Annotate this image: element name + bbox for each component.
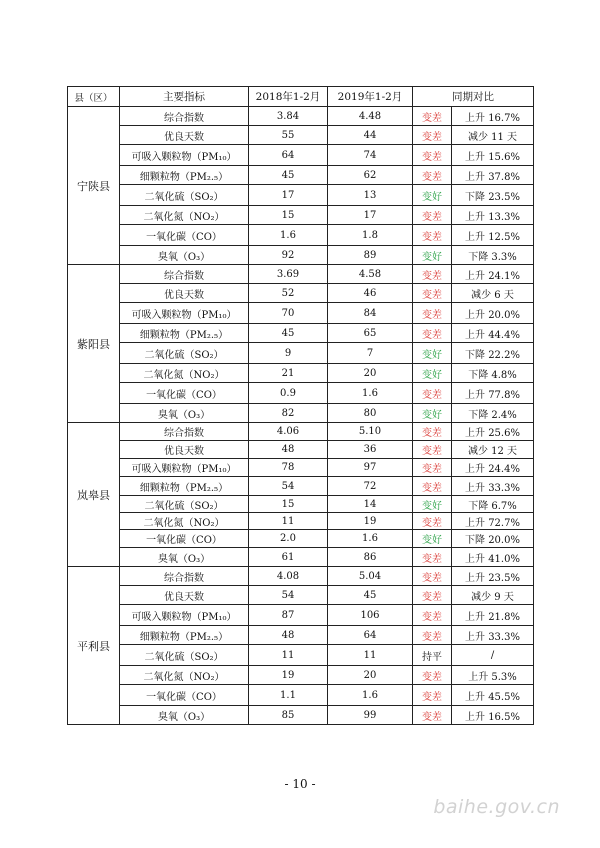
change-cell: 下降 4.8% xyxy=(452,364,534,383)
trend-cell: 变差 xyxy=(413,441,452,459)
value-2019-cell: 89 xyxy=(328,246,413,265)
table-body xyxy=(68,107,534,725)
value-2018-cell: 54 xyxy=(249,586,328,605)
change-cell: 下降 3.3% xyxy=(452,246,534,265)
table-row xyxy=(68,303,534,324)
value-2018-cell: 92 xyxy=(249,246,328,265)
indicator-cell: 可吸入颗粒物（PM₁₀） xyxy=(120,459,249,477)
county-cell: 宁陕县 xyxy=(68,107,120,265)
change-cell: 减少 9 天 xyxy=(452,586,534,605)
trend-cell: 变差 xyxy=(413,284,452,303)
table-row xyxy=(68,530,534,548)
change-cell: 下降 20.0% xyxy=(452,530,534,548)
trend-cell: 持平 xyxy=(413,645,452,666)
indicator-cell: 细颗粒物（PM₂.₅） xyxy=(120,324,249,343)
trend-cell: 变差 xyxy=(413,666,452,685)
trend-cell: 变好 xyxy=(413,246,452,265)
table-row xyxy=(68,404,534,423)
indicator-cell: 一氧化碳（CO） xyxy=(120,383,249,404)
table-row xyxy=(68,145,534,166)
change-cell: 下降 2.4% xyxy=(452,404,534,423)
indicator-cell: 二氧化氮（NO₂） xyxy=(120,364,249,383)
indicator-cell: 一氧化碳（CO） xyxy=(120,225,249,246)
value-2019-cell: 65 xyxy=(328,324,413,343)
table-row xyxy=(68,364,534,383)
indicator-cell: 综合指数 xyxy=(120,567,249,586)
value-2019-cell: 19 xyxy=(328,513,413,530)
indicator-cell: 优良天数 xyxy=(120,441,249,459)
value-2019-cell: 7 xyxy=(328,343,413,364)
table-row xyxy=(68,666,534,685)
indicator-cell: 可吸入颗粒物（PM₁₀） xyxy=(120,145,249,166)
value-2019-cell: 1.6 xyxy=(328,685,413,706)
table-row xyxy=(68,513,534,530)
value-2018-cell: 45 xyxy=(249,324,328,343)
value-2019-cell: 84 xyxy=(328,303,413,324)
change-cell: 上升 24.1% xyxy=(452,265,534,284)
value-2019-cell: 5.04 xyxy=(328,567,413,586)
trend-cell: 变好 xyxy=(413,404,452,423)
trend-cell: 变差 xyxy=(413,383,452,404)
indicator-cell: 二氧化氮（NO₂） xyxy=(120,666,249,685)
value-2018-cell: 15 xyxy=(249,206,328,225)
value-2018-cell: 61 xyxy=(249,548,328,567)
trend-cell: 变好 xyxy=(413,364,452,383)
table-header-row xyxy=(68,87,534,107)
indicator-cell: 二氧化硫（SO₂） xyxy=(120,496,249,513)
header-indicator: 主要指标 xyxy=(120,87,249,107)
indicator-cell: 细颗粒物（PM₂.₅） xyxy=(120,626,249,645)
table-row xyxy=(68,477,534,496)
change-cell: 上升 23.5% xyxy=(452,567,534,586)
trend-cell: 变差 xyxy=(413,206,452,225)
change-cell: 上升 13.3% xyxy=(452,206,534,225)
value-2018-cell: 45 xyxy=(249,166,328,185)
value-2018-cell: 2.0 xyxy=(249,530,328,548)
value-2018-cell: 55 xyxy=(249,126,328,145)
value-2018-cell: 85 xyxy=(249,706,328,725)
value-2019-cell: 20 xyxy=(328,666,413,685)
indicator-cell: 可吸入颗粒物（PM₁₀） xyxy=(120,303,249,324)
value-2018-cell: 78 xyxy=(249,459,328,477)
trend-cell: 变差 xyxy=(413,225,452,246)
value-2018-cell: 11 xyxy=(249,513,328,530)
table-row xyxy=(68,548,534,567)
header-county: 县（区） xyxy=(68,87,120,107)
trend-cell: 变差 xyxy=(413,513,452,530)
indicator-cell: 优良天数 xyxy=(120,586,249,605)
indicator-cell: 臭氧（O₃） xyxy=(120,246,249,265)
value-2019-cell: 4.48 xyxy=(328,107,413,126)
value-2019-cell: 45 xyxy=(328,586,413,605)
county-cell: 平利县 xyxy=(68,567,120,725)
page-number: - 10 - xyxy=(284,777,316,791)
indicator-cell: 一氧化碳（CO） xyxy=(120,685,249,706)
value-2019-cell: 36 xyxy=(328,441,413,459)
change-cell: 上升 5.3% xyxy=(452,666,534,685)
trend-cell: 变差 xyxy=(413,265,452,284)
value-2018-cell: 3.69 xyxy=(249,265,328,284)
table-row xyxy=(68,225,534,246)
indicator-cell: 可吸入颗粒物（PM₁₀） xyxy=(120,605,249,626)
table-row xyxy=(68,567,534,586)
value-2019-cell: 14 xyxy=(328,496,413,513)
change-cell: 减少 6 天 xyxy=(452,284,534,303)
change-cell: 上升 24.4% xyxy=(452,459,534,477)
change-cell: 上升 41.0% xyxy=(452,548,534,567)
value-2019-cell: 1.6 xyxy=(328,383,413,404)
value-2019-cell: 46 xyxy=(328,284,413,303)
change-cell: 下降 23.5% xyxy=(452,185,534,206)
value-2018-cell: 21 xyxy=(249,364,328,383)
table-row xyxy=(68,265,534,284)
county-cell: 岚皋县 xyxy=(68,423,120,567)
trend-cell: 变差 xyxy=(413,586,452,605)
value-2019-cell: 1.6 xyxy=(328,530,413,548)
indicator-cell: 二氧化硫（SO₂） xyxy=(120,185,249,206)
indicator-cell: 臭氧（O₃） xyxy=(120,404,249,423)
table-row xyxy=(68,605,534,626)
indicator-cell: 优良天数 xyxy=(120,126,249,145)
trend-cell: 变好 xyxy=(413,343,452,364)
trend-cell: 变差 xyxy=(413,548,452,567)
value-2019-cell: 74 xyxy=(328,145,413,166)
table-row xyxy=(68,459,534,477)
change-cell: 上升 33.3% xyxy=(452,626,534,645)
value-2019-cell: 44 xyxy=(328,126,413,145)
air-quality-table xyxy=(67,86,534,725)
value-2018-cell: 48 xyxy=(249,441,328,459)
table-row xyxy=(68,126,534,145)
trend-cell: 变差 xyxy=(413,145,452,166)
value-2018-cell: 4.08 xyxy=(249,567,328,586)
value-2018-cell: 0.9 xyxy=(249,383,328,404)
change-cell: 上升 21.8% xyxy=(452,605,534,626)
indicator-cell: 二氧化氮（NO₂） xyxy=(120,206,249,225)
value-2018-cell: 54 xyxy=(249,477,328,496)
table-row xyxy=(68,185,534,206)
indicator-cell: 综合指数 xyxy=(120,107,249,126)
value-2019-cell: 5.10 xyxy=(328,423,413,441)
trend-cell: 变差 xyxy=(413,126,452,145)
change-cell: 下降 22.2% xyxy=(452,343,534,364)
change-cell: 上升 20.0% xyxy=(452,303,534,324)
value-2019-cell: 13 xyxy=(328,185,413,206)
value-2019-cell: 4.58 xyxy=(328,265,413,284)
change-cell: 减少 11 天 xyxy=(452,126,534,145)
table-row xyxy=(68,423,534,441)
trend-cell: 变好 xyxy=(413,496,452,513)
value-2019-cell: 17 xyxy=(328,206,413,225)
trend-cell: 变差 xyxy=(413,685,452,706)
trend-cell: 变好 xyxy=(413,530,452,548)
watermark: baihe.gov.cn xyxy=(433,796,560,818)
value-2018-cell: 3.84 xyxy=(249,107,328,126)
table-row xyxy=(68,496,534,513)
value-2019-cell: 86 xyxy=(328,548,413,567)
value-2018-cell: 70 xyxy=(249,303,328,324)
indicator-cell: 细颗粒物（PM₂.₅） xyxy=(120,166,249,185)
value-2019-cell: 80 xyxy=(328,404,413,423)
indicator-cell: 二氧化氮（NO₂） xyxy=(120,513,249,530)
change-cell: 上升 72.7% xyxy=(452,513,534,530)
value-2019-cell: 62 xyxy=(328,166,413,185)
indicator-cell: 臭氧（O₃） xyxy=(120,706,249,725)
table-row xyxy=(68,441,534,459)
value-2018-cell: 9 xyxy=(249,343,328,364)
change-cell: 下降 6.7% xyxy=(452,496,534,513)
trend-cell: 变差 xyxy=(413,477,452,496)
table-row xyxy=(68,284,534,303)
change-cell: 上升 15.6% xyxy=(452,145,534,166)
table-row xyxy=(68,107,534,126)
change-cell: 上升 12.5% xyxy=(452,225,534,246)
change-cell: 减少 12 天 xyxy=(452,441,534,459)
value-2018-cell: 19 xyxy=(249,666,328,685)
value-2018-cell: 11 xyxy=(249,645,328,666)
trend-cell: 变差 xyxy=(413,303,452,324)
value-2019-cell: 64 xyxy=(328,626,413,645)
table-row xyxy=(68,586,534,605)
table-row xyxy=(68,206,534,225)
change-cell: / xyxy=(452,645,534,666)
value-2018-cell: 17 xyxy=(249,185,328,206)
value-2019-cell: 99 xyxy=(328,706,413,725)
value-2019-cell: 72 xyxy=(328,477,413,496)
value-2018-cell: 87 xyxy=(249,605,328,626)
table-row xyxy=(68,343,534,364)
trend-cell: 变差 xyxy=(413,706,452,725)
header-2018: 2018年1-2月 xyxy=(249,87,328,107)
value-2018-cell: 52 xyxy=(249,284,328,303)
indicator-cell: 综合指数 xyxy=(120,423,249,441)
trend-cell: 变差 xyxy=(413,567,452,586)
value-2018-cell: 82 xyxy=(249,404,328,423)
table-row xyxy=(68,324,534,343)
value-2019-cell: 97 xyxy=(328,459,413,477)
value-2018-cell: 4.06 xyxy=(249,423,328,441)
table-row xyxy=(68,706,534,725)
change-cell: 上升 16.7% xyxy=(452,107,534,126)
change-cell: 上升 77.8% xyxy=(452,383,534,404)
change-cell: 上升 25.6% xyxy=(452,423,534,441)
change-cell: 上升 37.8% xyxy=(452,166,534,185)
table-row xyxy=(68,383,534,404)
indicator-cell: 综合指数 xyxy=(120,265,249,284)
table-row xyxy=(68,685,534,706)
indicator-cell: 二氧化硫（SO₂） xyxy=(120,343,249,364)
indicator-cell: 优良天数 xyxy=(120,284,249,303)
indicator-cell: 细颗粒物（PM₂.₅） xyxy=(120,477,249,496)
trend-cell: 变好 xyxy=(413,185,452,206)
value-2018-cell: 15 xyxy=(249,496,328,513)
indicator-cell: 一氧化碳（CO） xyxy=(120,530,249,548)
header-comparison: 同期对比 xyxy=(413,87,534,107)
value-2019-cell: 1.8 xyxy=(328,225,413,246)
trend-cell: 变差 xyxy=(413,605,452,626)
trend-cell: 变差 xyxy=(413,324,452,343)
table-row xyxy=(68,645,534,666)
trend-cell: 变差 xyxy=(413,626,452,645)
indicator-cell: 二氧化硫（SO₂） xyxy=(120,645,249,666)
header-2019: 2019年1-2月 xyxy=(328,87,413,107)
value-2019-cell: 11 xyxy=(328,645,413,666)
change-cell: 上升 45.5% xyxy=(452,685,534,706)
table-row xyxy=(68,626,534,645)
trend-cell: 变差 xyxy=(413,166,452,185)
change-cell: 上升 33.3% xyxy=(452,477,534,496)
table-row xyxy=(68,166,534,185)
indicator-cell: 臭氧（O₃） xyxy=(120,548,249,567)
trend-cell: 变差 xyxy=(413,423,452,441)
value-2018-cell: 1.6 xyxy=(249,225,328,246)
value-2019-cell: 20 xyxy=(328,364,413,383)
value-2019-cell: 106 xyxy=(328,605,413,626)
table-row xyxy=(68,246,534,265)
value-2018-cell: 48 xyxy=(249,626,328,645)
value-2018-cell: 64 xyxy=(249,145,328,166)
trend-cell: 变差 xyxy=(413,107,452,126)
change-cell: 上升 44.4% xyxy=(452,324,534,343)
value-2018-cell: 1.1 xyxy=(249,685,328,706)
change-cell: 上升 16.5% xyxy=(452,706,534,725)
county-cell: 紫阳县 xyxy=(68,265,120,423)
trend-cell: 变差 xyxy=(413,459,452,477)
